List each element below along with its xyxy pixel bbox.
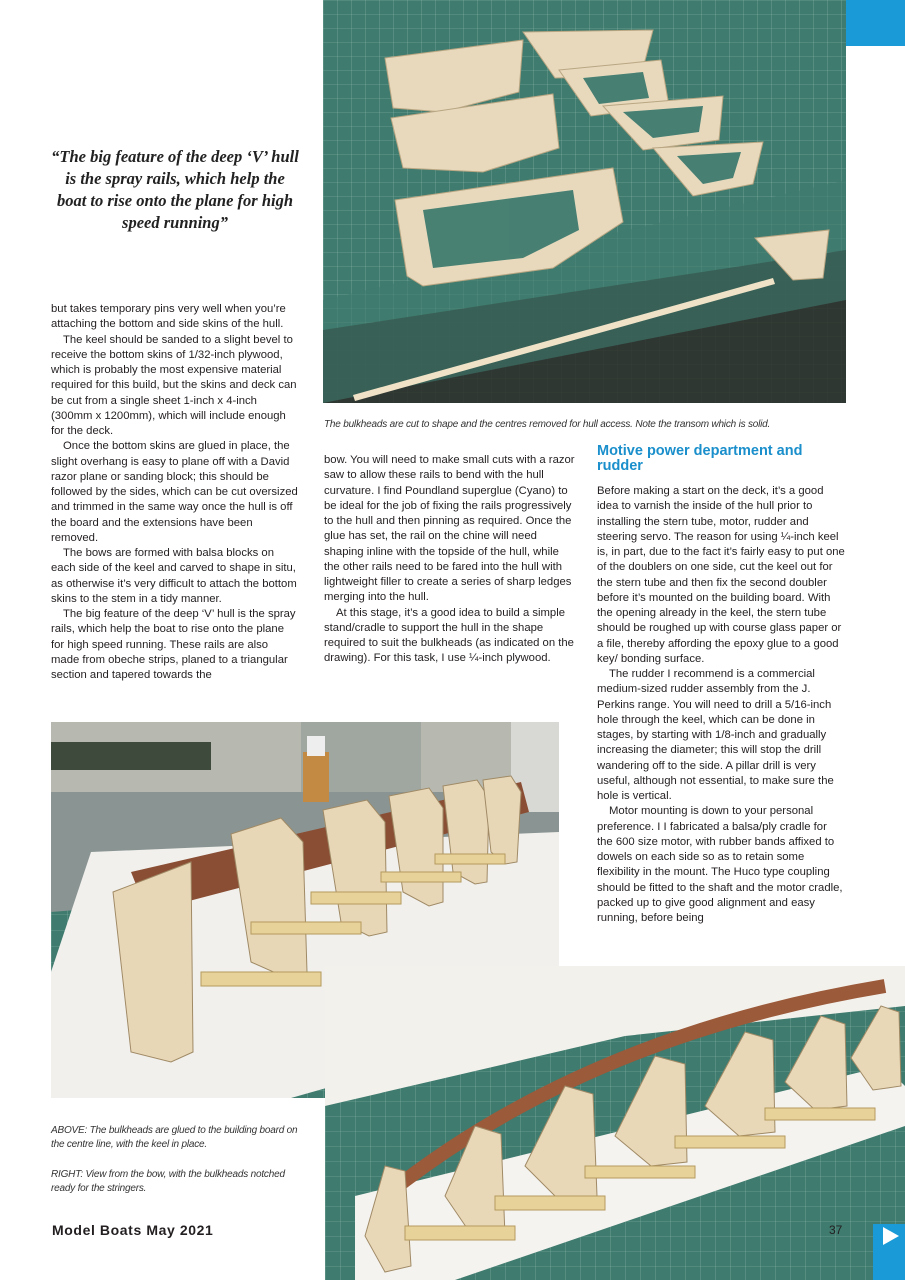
body-column-2 <box>324 453 576 667</box>
paragraph: Motor mounting is down to your personal preference. I I fabricated a balsa/ply cradle for the 600 size motor, with rubber bands affixed to dowels on each side so as to retain some flexibility in the mount. The Huco type coupling should be fitted to the shaft and the motor cradle, packed up to give good alignment and easy running, before being <box>597 805 843 924</box>
paragraph: At this stage, it’s a good idea to build a simple stand/cradle to support the hull in the shape required to suit the bulkheads (as indicated on the drawing). For this task, I use ¼-inch plywood. <box>324 606 574 665</box>
body-column-3 <box>597 484 845 926</box>
pull-quote: “The big feature of the deep ‘V’ hull is the spray rails, which help the boat to rise onto the plane for high speed running” <box>51 147 299 232</box>
photo-view-from-bow <box>325 966 905 1280</box>
paragraph: The big feature of the deep ‘V’ hull is the spray rails, which help the boat to rise onto the plane for high speed running. These rails are also made from obeche strips, planed to a triangular section and tapered towards the <box>51 608 296 681</box>
caption-above: ABOVE: The bulkheads are glued to the building board on the centre line, with the keel in place. <box>51 1125 298 1150</box>
caption-top-photo: The bulkheads are cut to shape and the centres removed for hull access. Note the transom which is solid. <box>324 419 771 430</box>
paragraph: but takes temporary pins very well when you’re attaching the bottom and side skins of the hull. <box>51 303 286 331</box>
paragraph: The rudder I recommend is a commercial medium-sized rudder assembly from the J. Perkins range. You will need to drill a 5/16-inch hole through the keel, which can be done in stages, by starting with 1/8-inch and gradually increasing the diameter; this will stop the drill wandering off to the side. A pillar drill is very useful, although not essential, to make sure the hole is vertical. <box>597 668 834 802</box>
paragraph: The keel should be sanded to a slight bevel to receive the bottom skins of 1/32-inch plywood, which is probably the most expensive material required for this build, but the skins and deck can be cut from a single sheet 1-inch x 4-inch (300mm x 1200mm), which will include enough for the deck. <box>51 333 297 437</box>
play-arrow-icon <box>873 1224 905 1280</box>
page-number: 37 <box>829 1223 843 1237</box>
paragraph: bow. You will need to make small cuts with a razor saw to allow these rails to bend with the hull curvature. I find Poundland superglue (Cyano) to be ideal for the job of fixing the rails progressively to the hull and then pinning as required. Once the glue has set, the rail on the chine will need shaping inline with the topside of the hull, while the other rails need to be fared into the hull with lightweight filler to create a series of sharp ledges merging into the hull. <box>324 454 575 604</box>
photo-bulkheads-cut <box>323 0 846 403</box>
paragraph: Before making a start on the deck, it’s a good idea to varnish the inside of the hull prior to installing the stern tube, motor, rudder and steering servo. The reason for using ¼-inch keel is, in part, due to the fact it’s fairly easy to put one of the doublers on one side, cut the keel out for the stern tube and then fix the second doubler before it’s mounted on the building board. With the opening already in the keel, the stern tube should be roughed up with course glass paper or a file, thereby affording the epoxy glue to a good key/ bonding surface. <box>597 485 845 665</box>
section-heading: Motive power department and rudder <box>597 443 803 474</box>
magazine-footer: Model Boats May 2021 <box>52 1222 214 1238</box>
next-page-button[interactable] <box>873 1224 905 1280</box>
paragraph: Once the bottom skins are glued in place, the slight overhang is easy to plane off with a David razor plane or sanding block; this should be followed by the sides, which can be cut oversized and trimmed in the same way once the hull is off the board and the extensions have been removed. <box>51 440 298 544</box>
body-column-1 <box>51 302 299 683</box>
caption-right: RIGHT: View from the bow, with the bulkheads notched ready for the stringers. <box>51 1169 285 1194</box>
paragraph: The bows are formed with balsa blocks on each side of the keel and carved to shape in situ, as otherwise it’s very difficult to attach the bottom skins to the stem in a tidy manner. <box>51 547 297 605</box>
